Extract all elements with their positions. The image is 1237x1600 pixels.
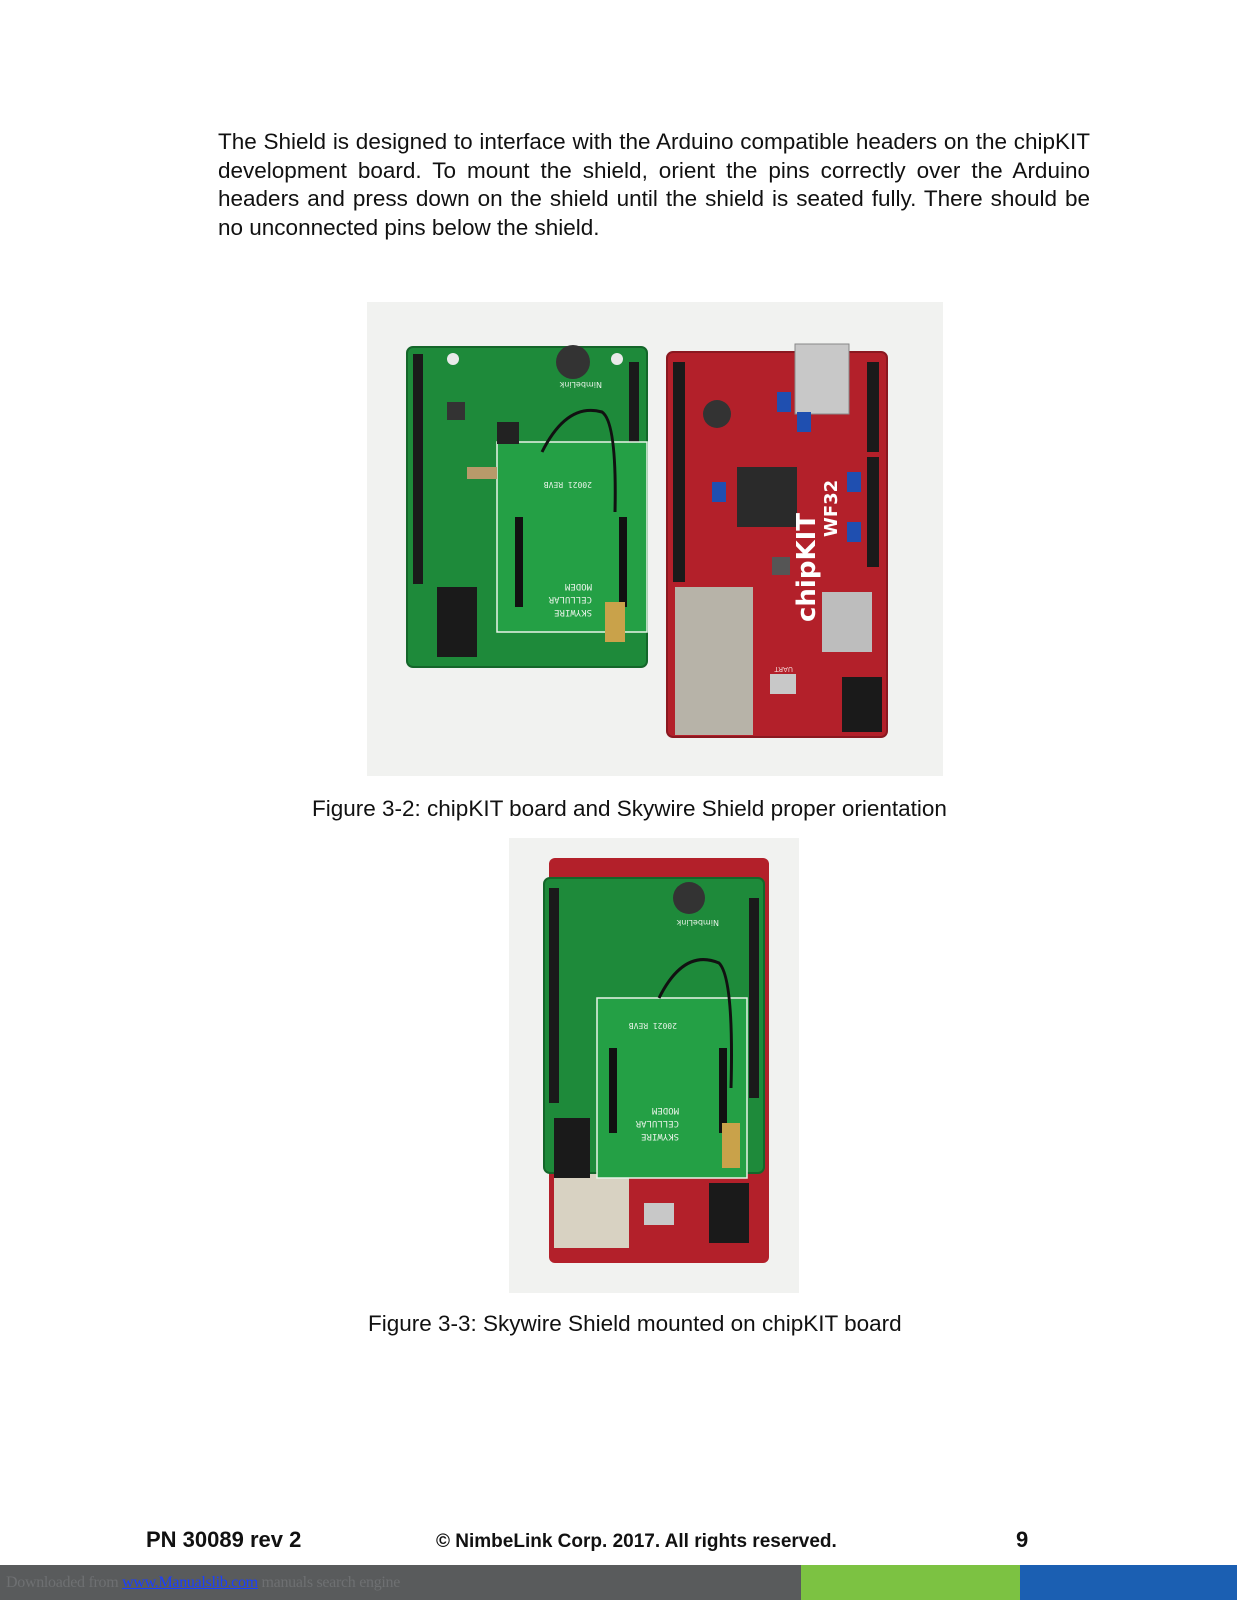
- chipkit-brand-label: chipKIT: [792, 512, 822, 622]
- download-suffix: manuals search engine: [257, 1574, 401, 1591]
- shield-skywire-label: SKYWIRE: [554, 607, 592, 617]
- shield-cellular-label: CELLULAR: [635, 1118, 679, 1128]
- microcontroller: [737, 467, 797, 527]
- power-jack: [554, 1118, 590, 1178]
- micro-usb: [644, 1203, 674, 1225]
- sd-card-slot: [822, 592, 872, 652]
- chipkit-power-jack: [709, 1183, 749, 1243]
- page-number: 9: [1016, 1527, 1029, 1552]
- footer-bar-blue: [1020, 1565, 1237, 1600]
- figure-3-3-caption: Figure 3-3: Skywire Shield mounted on chipKIT board: [368, 1311, 902, 1336]
- figure-3-3-photo: [509, 838, 799, 1293]
- download-notice: [6, 1574, 400, 1592]
- shield-brand-label: NimbeLink: [676, 918, 719, 927]
- shield-brand-label: NimbeLink: [559, 380, 602, 389]
- boards-illustration: [367, 302, 943, 776]
- potentiometer: [673, 882, 705, 914]
- mounted-illustration: [509, 838, 799, 1293]
- body-paragraph: The Shield is designed to interface with the Arduino compatible headers on the chipKIT development board. To mount the shield, orient the pins correctly over the Arduino headers and press down on the shield until the shield is seated fully. There should be no unconnected pins below the shield.: [218, 129, 1090, 240]
- sma-connector: [722, 1123, 740, 1168]
- usb-a-connector: [795, 344, 849, 414]
- shield-modem-label: MODEM: [564, 581, 592, 591]
- skywire-shield: [407, 345, 647, 667]
- shield-rev-label: 20021 REVB: [543, 480, 592, 489]
- shield-cellular-label: CELLULAR: [548, 594, 592, 604]
- chipkit-board: [667, 344, 887, 737]
- wifi-module: [554, 1173, 629, 1248]
- skywire-shield: [544, 878, 764, 1178]
- power-jack: [437, 587, 477, 657]
- download-prefix: Downloaded from: [6, 1574, 123, 1591]
- chipkit-power-jack: [842, 677, 882, 732]
- potentiometer: [556, 345, 590, 379]
- sma-connector: [605, 602, 625, 642]
- figure-3-2-photo: [367, 302, 943, 776]
- wifi-module: [675, 587, 753, 735]
- chipkit-header-left: [673, 362, 685, 582]
- shield-modem-label: MODEM: [651, 1105, 679, 1115]
- shield-rev-label: 20021 REVB: [628, 1021, 677, 1030]
- chipkit-uart-label: UART: [774, 665, 793, 673]
- micro-usb: [770, 674, 796, 694]
- shield-skywire-label: SKYWIRE: [641, 1131, 679, 1141]
- part-number: PN 30089 rev 2: [146, 1527, 302, 1552]
- copyright-notice: © NimbeLink Corp. 2017. All rights reserved.: [436, 1531, 837, 1552]
- chipkit-model-label: WF32: [821, 479, 842, 537]
- manualslib-link[interactable]: www.Manualslib.com: [122, 1574, 258, 1591]
- figure-3-2-caption: Figure 3-2: chipKIT board and Skywire Shield proper orientation: [312, 796, 947, 821]
- header-left: [413, 354, 423, 584]
- footer-bar-green: [801, 1565, 1020, 1600]
